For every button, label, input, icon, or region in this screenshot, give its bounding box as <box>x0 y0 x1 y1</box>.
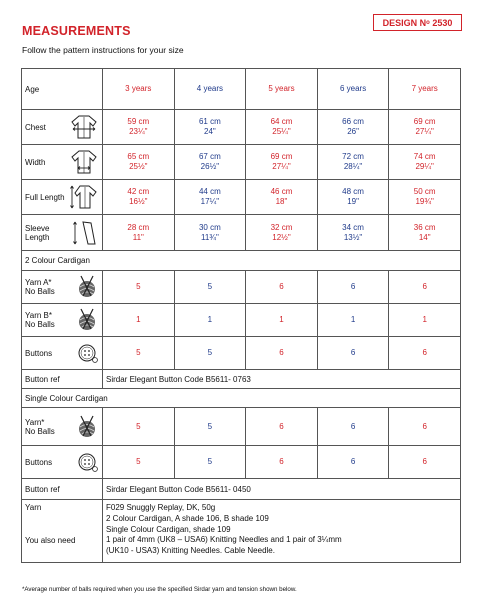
yarn-b-3y: 1 <box>103 304 175 337</box>
yarn-single-5y: 6 <box>246 408 318 446</box>
width-label-cell <box>22 145 103 180</box>
button-ref-single-value: Sirdar Elegant Button Code B5611- 0450 <box>103 479 461 500</box>
buttons-1c-5y: 6 <box>246 446 318 479</box>
yarn-a-3y: 5 <box>103 271 175 304</box>
yarn-b-label-2: No Balls <box>25 320 55 329</box>
chest-3y: 59 cm 23¼" <box>103 110 175 145</box>
size-5-years: 5 years <box>246 69 318 110</box>
design-sup: o <box>426 19 430 26</box>
buttons-1c-3y: 5 <box>103 446 175 479</box>
size-7-years: 7 years <box>389 69 461 110</box>
footnote: *Average number of balls required when you use the specified Sirdar yarn and tension shown below. <box>22 586 297 593</box>
yarn-info-labels <box>22 500 103 563</box>
yarn-a-7y: 6 <box>389 271 461 304</box>
yarn-a-6y: 6 <box>317 271 389 304</box>
chest-label: Chest <box>25 122 46 132</box>
yarn-b-7y: 1 <box>389 304 461 337</box>
single-colour-heading-row <box>22 389 461 408</box>
age-row <box>22 69 461 110</box>
yarn-a-5y: 6 <box>246 271 318 304</box>
buttons-1c-4y: 5 <box>174 446 246 479</box>
yarn-single-label-1: Yarn* <box>25 417 45 427</box>
buttons-2c-4y: 5 <box>174 337 246 370</box>
sleeve-label-1: Sleeve <box>25 223 50 233</box>
sweater-length-icon <box>69 183 99 211</box>
sleeve-4y: 30 cm 11¾" <box>174 215 246 251</box>
yarn-ball-icon <box>75 274 99 300</box>
full-length-label-cell <box>22 180 103 215</box>
sleeve-label-cell <box>22 215 103 251</box>
sleeve-3y: 28 cm 11" <box>103 215 175 251</box>
yarn-line-4: 1 pair of 4mm (UK8 – USA6) Knitting Needles and 1 pair of 3¼mm <box>106 535 342 545</box>
measurements-table <box>21 68 461 563</box>
full-length-row <box>22 180 461 215</box>
yarn-a-row <box>22 271 461 304</box>
yarn-b-row <box>22 304 461 337</box>
design-number: 2530 <box>432 17 453 28</box>
buttons-1c-7y: 6 <box>389 446 461 479</box>
yarn-b-label-1: Yarn B* <box>25 311 52 320</box>
yarn-single-4y: 5 <box>174 408 246 446</box>
buttons-single-label: Buttons <box>25 457 53 467</box>
two-colour-heading-row <box>22 251 461 271</box>
buttons-2c-3y: 5 <box>103 337 175 370</box>
age-label: Age <box>22 69 103 110</box>
sleeve-5y: 32 cm 12½" <box>246 215 318 251</box>
subtitle: Follow the pattern instructions for your size <box>22 45 184 55</box>
yarn-b-4y: 1 <box>174 304 246 337</box>
chest-5y: 64 cm 25¼" <box>246 110 318 145</box>
buttons-label-cell <box>22 337 103 370</box>
button-icon <box>75 450 99 474</box>
width-4y: 67 cm 26½" <box>174 145 246 180</box>
buttons-1c-6y: 6 <box>317 446 389 479</box>
yarn-single-7y: 6 <box>389 408 461 446</box>
yarn-label: Yarn <box>25 503 42 512</box>
yarn-b-label-cell <box>22 304 103 337</box>
design-number-box <box>373 14 462 31</box>
sleeve-7y: 36 cm 14" <box>389 215 461 251</box>
design-label: DESIGN N <box>382 17 427 28</box>
button-ref-label: Button ref <box>22 370 103 389</box>
width-5y: 69 cm 27¼" <box>246 145 318 180</box>
yarn-line-2: 2 Colour Cardigan, A shade 106, B shade 109 <box>106 513 269 523</box>
buttons-2c-7y: 6 <box>389 337 461 370</box>
button-icon <box>75 341 99 365</box>
yarn-line-1: F029 Snuggly Replay, DK, 50g <box>106 503 216 512</box>
yarn-single-3y: 5 <box>103 408 175 446</box>
yarn-line-3: Single Colour Cardigan, shade 109 <box>106 524 231 534</box>
yarn-a-4y: 5 <box>174 271 246 304</box>
buttons-label: Buttons <box>25 348 53 358</box>
two-colour-heading: 2 Colour Cardigan <box>22 251 461 271</box>
chest-6y: 66 cm 26" <box>317 110 389 145</box>
yarn-b-6y: 1 <box>317 304 389 337</box>
sweater-chest-icon <box>69 113 99 141</box>
yarn-a-label-2: No Balls <box>25 287 55 296</box>
sleeve-length-row <box>22 215 461 251</box>
size-3-years: 3 years <box>103 69 175 110</box>
yarn-info-text <box>103 500 461 563</box>
chest-label-cell <box>22 110 103 145</box>
length-7y: 50 cm 19¾" <box>389 180 461 215</box>
sleeve-length-icon <box>69 219 99 247</box>
buttons-2c-5y: 6 <box>246 337 318 370</box>
full-length-label: Full Length <box>25 192 65 202</box>
buttons-2c-6y: 6 <box>317 337 389 370</box>
width-7y: 74 cm 29¼" <box>389 145 461 180</box>
length-5y: 46 cm 18" <box>246 180 318 215</box>
sleeve-label-2: Length <box>25 232 50 242</box>
buttons-row-single-colour <box>22 446 461 479</box>
yarn-single-label-cell <box>22 408 103 446</box>
yarn-single-6y: 6 <box>317 408 389 446</box>
yarn-single-label-2: No Balls <box>25 426 55 436</box>
sweater-width-icon <box>69 148 99 176</box>
chest-4y: 61 cm 24" <box>174 110 246 145</box>
size-6-years: 6 years <box>317 69 389 110</box>
buttons-row-two-colour <box>22 337 461 370</box>
button-ref-single-label: Button ref <box>22 479 103 500</box>
yarn-ball-icon <box>75 307 99 333</box>
page-title: MEASUREMENTS <box>22 24 131 38</box>
yarn-a-label-cell <box>22 271 103 304</box>
buttons-single-label-cell <box>22 446 103 479</box>
width-6y: 72 cm 28¼" <box>317 145 389 180</box>
length-4y: 44 cm 17¼" <box>174 180 246 215</box>
button-ref-value: Sirdar Elegant Button Code B5611- 0763 <box>103 370 461 389</box>
also-need-label: You also need <box>25 535 76 545</box>
yarn-a-label-1: Yarn A* <box>25 278 52 287</box>
yarn-b-5y: 1 <box>246 304 318 337</box>
yarn-ball-icon <box>75 414 99 440</box>
size-4-years: 4 years <box>174 69 246 110</box>
length-6y: 48 cm 19" <box>317 180 389 215</box>
width-row <box>22 145 461 180</box>
sleeve-6y: 34 cm 13½" <box>317 215 389 251</box>
single-colour-heading: Single Colour Cardigan <box>22 389 461 408</box>
yarn-line-5: (UK10 - USA3) Knitting Needles. Cable Needle. <box>106 546 275 556</box>
length-3y: 42 cm 16½" <box>103 180 175 215</box>
width-label: Width <box>25 157 46 167</box>
yarn-info-row <box>22 500 461 563</box>
yarn-single-row <box>22 408 461 446</box>
width-3y: 65 cm 25½" <box>103 145 175 180</box>
button-ref-row-single-colour <box>22 479 461 500</box>
button-ref-row-two-colour <box>22 370 461 389</box>
chest-row <box>22 110 461 145</box>
chest-7y: 69 cm 27¼" <box>389 110 461 145</box>
